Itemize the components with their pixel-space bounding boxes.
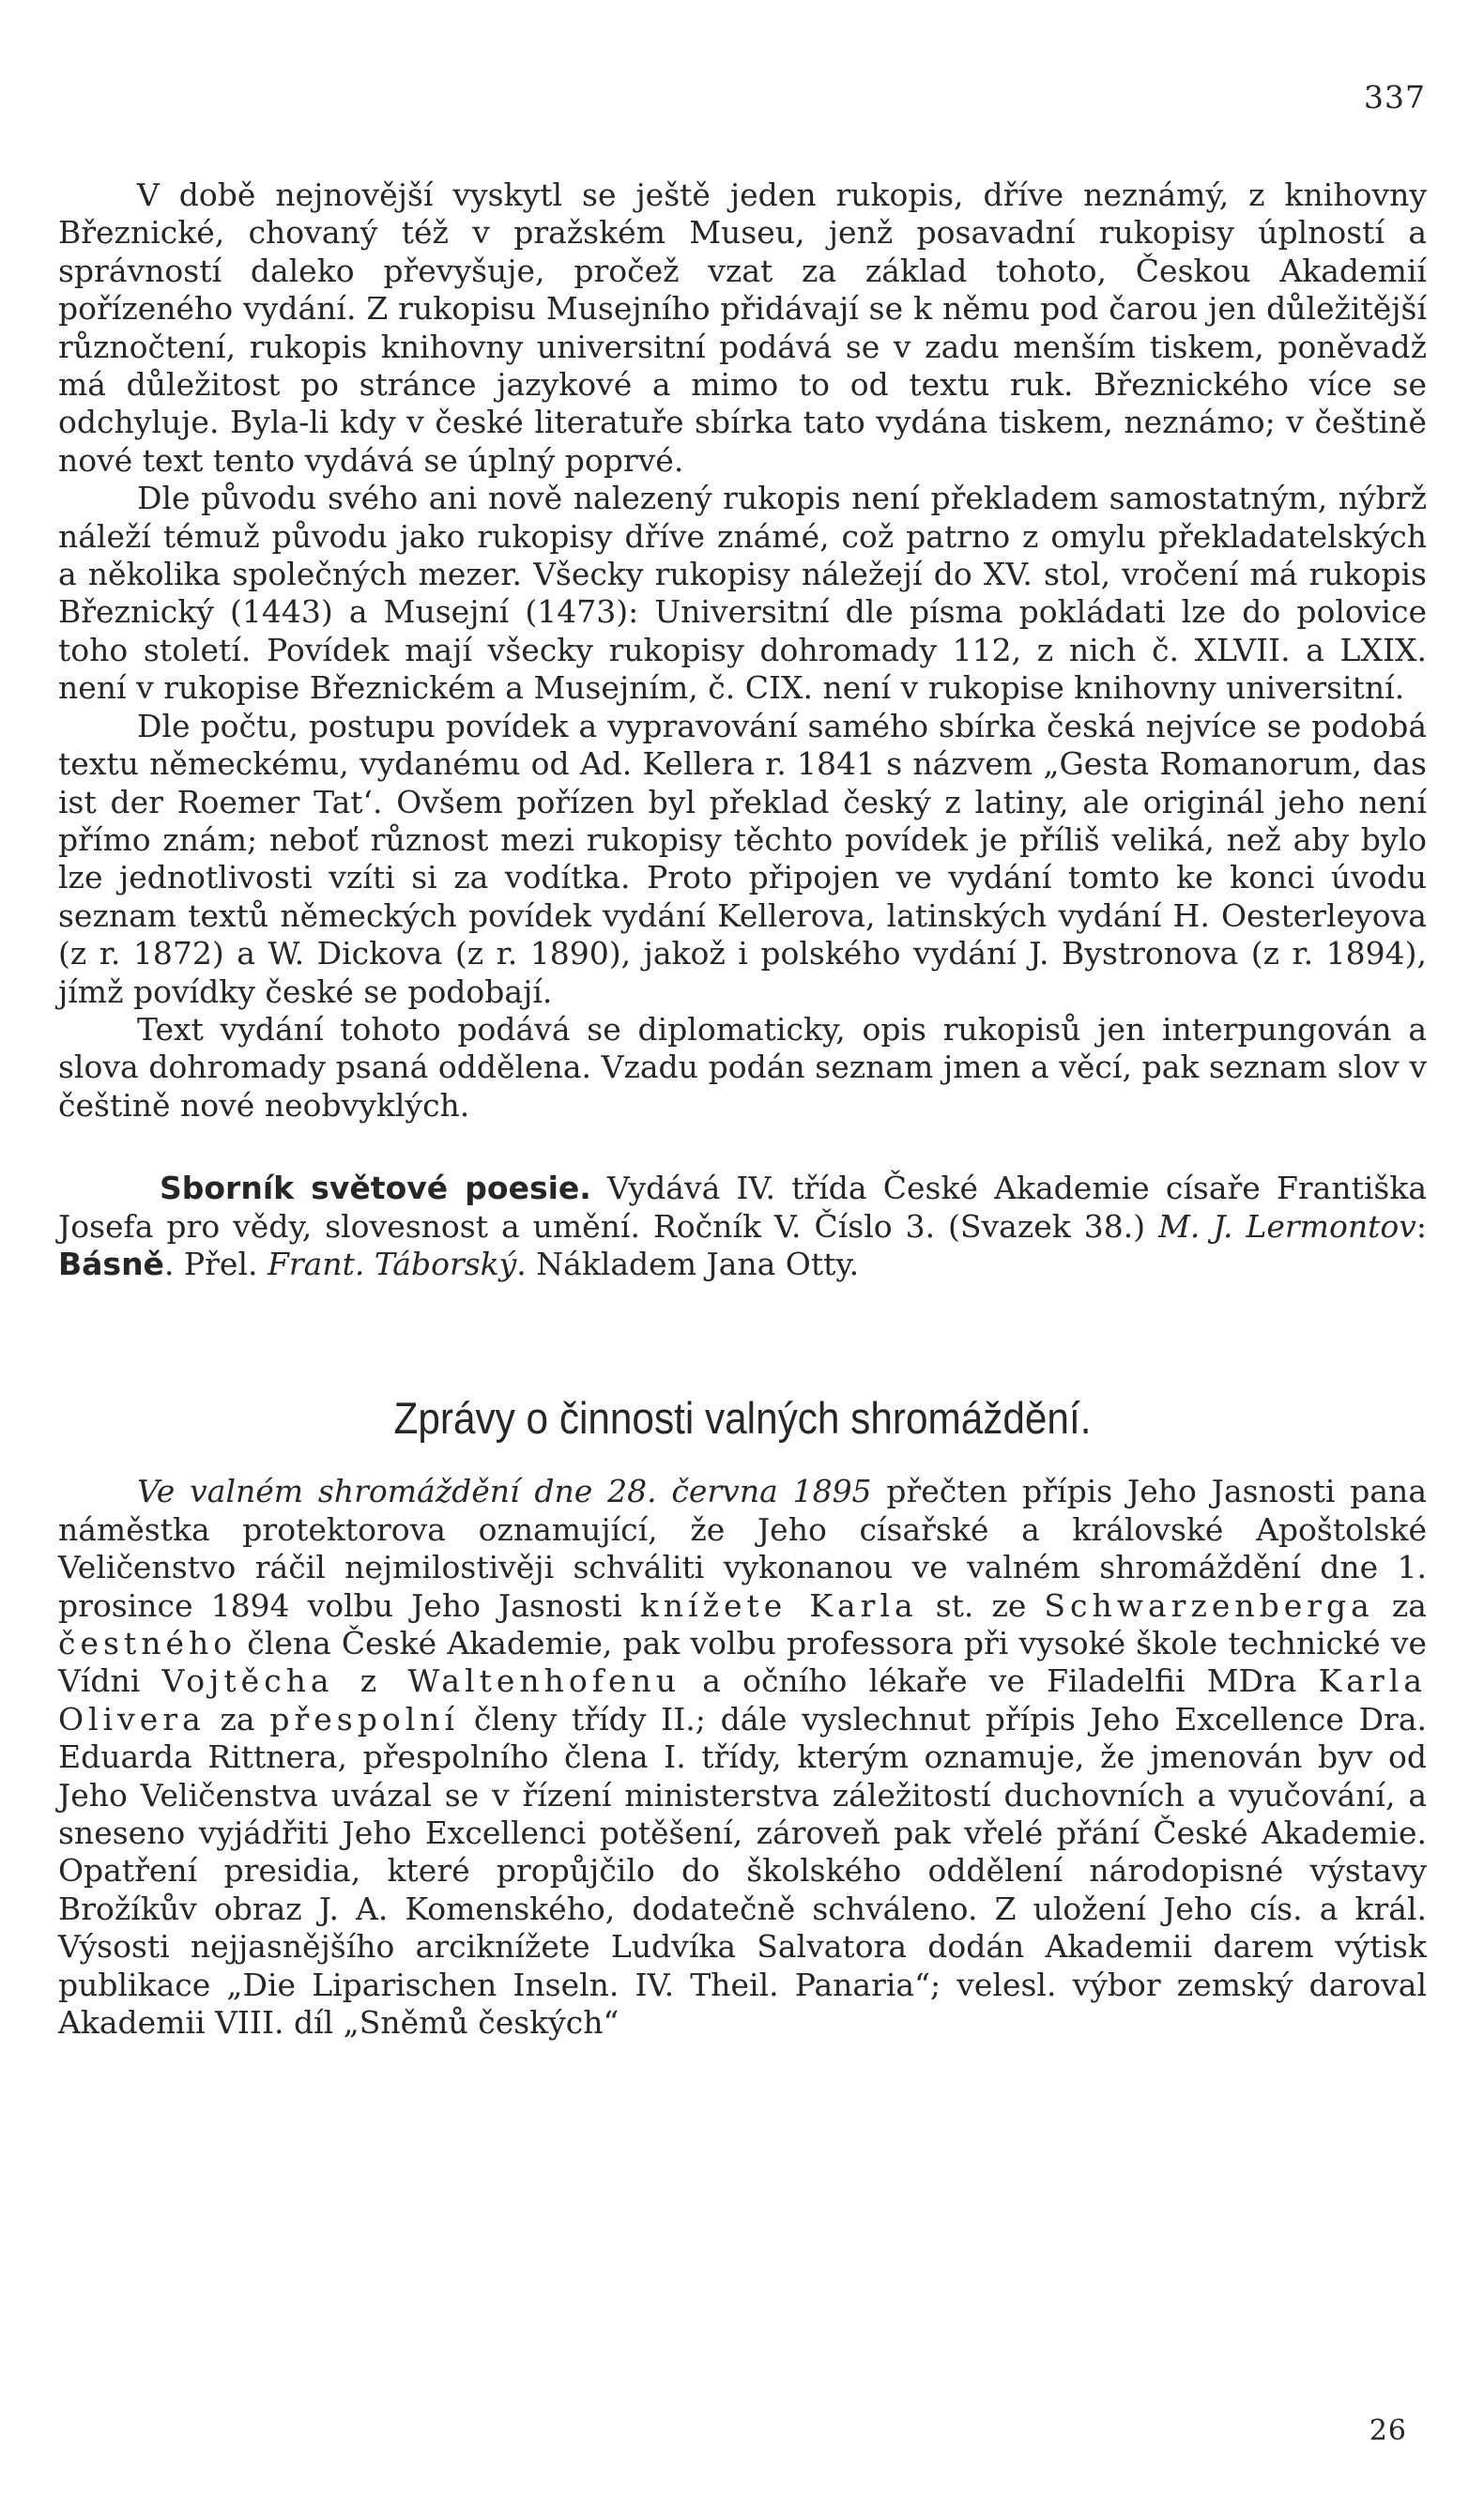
report-text: členy třídy II.; dále vyslechnut přípis Jeho Excellence Dra. Eduarda Rittnera, přespolního člena I. třídy, kterým oznamuje, že jmenován byv od Jeho Veličenstva uvázal se v řízení ministerstva záležitostí duchovních a vyučování, a sneseno vyjádřiti Jeho Excellenci potěšení, zároveň pak vřelé přání České Akademie. Opatření presidia, které propůjčilo do školského oddělení národopisné výstavy Brožíkův obraz J. A. Komenského, dodatečně schváleno. Z uložení Jeho cís. a král. Výsosti nejjasnějšího arciknížete Ludvíka Salvatora dodán Akademii darem výtisk publikace „Die Liparischen Inseln. IV. Theil. Panaria“; velesl. výbor zemský daroval Akademii VIII. díl „Sněmů českých“	[58, 1700, 1428, 2042]
spaced-name: knížete Karla	[639, 1586, 918, 1624]
translator-name: Frant. Táborský	[267, 1245, 517, 1282]
body-paragraph-4: Text vydání tohoto podává se diplomaticky, opis rukopisů jen interpungován a slova dohromady psaná oddělena. Vzadu podán seznam jmen a věcí, pak seznam slov v češtině nové neobvyklých.	[58, 1010, 1427, 1124]
publisher-suffix: . Nákladem Jana Otty.	[516, 1245, 860, 1282]
page-number: 337	[1364, 79, 1426, 115]
publisher-line: Vydává IV. třída České Akademie císaře Františka Josefa pro vědy, slovesnost a umění. Ročník V. Číslo 3. (Svazek 38.)	[58, 1170, 1427, 1245]
work-title: Básně	[58, 1245, 164, 1282]
spaced-name: Karla Olivera	[58, 1662, 1427, 1738]
author-name: M. J. Lermontov	[1158, 1207, 1416, 1245]
report-text: za	[205, 1700, 270, 1738]
body-paragraph-3: Dle počtu, postupu povídek a vypravování samého sbírka česká nejvíce se podobá textu německému, vydanému od Ad. Kellera r. 1841 s názvem „Gesta Romanorum, das ist der Roemer Tat‘. Ovšem pořízen byl překlad český z latiny, ale originál jeho není přímo znám; neboť různost mezi rukopisy těchto povídek je příliš veliká, než aby bylo lze jednotlivosti vzíti si za vodítka. Proto připojen ve vydání tomto ke konci úvodu seznam textů německých povídek vydání Kellerova, latinských vydání H. Oesterleyova (z r. 1872) a W. Dickova (z r. 1890), jakož i polského vydání J. Bystronova (z r. 1894), jímž povídky české se podobají.	[58, 707, 1427, 1010]
body-paragraph-2: Dle původu svého ani nově nalezený rukopis není překladem samostatným, nýbrž náleží témuž původu jako rukopisy dříve známé, což patrno z omylu překladatelských a několika společných mezer. Všecky rukopisy náležejí do XV. stol, vročení má rukopis Březnický (1443) a Musejní (1473): Universitní dle písma pokládati lze do polovice toho století. Povídek mají všecky rukopisy dohromady 112, z nich č. XLVII. a LXIX. není v rukopise Březnickém a Musejním, č. CIX. není v rukopise knihovny universitní.	[58, 480, 1427, 707]
report-text: st. ze	[917, 1586, 1045, 1624]
author-separator: :	[1415, 1207, 1427, 1245]
series-title: Sborník světové poesie.	[160, 1170, 591, 1207]
spaced-term: čestného	[58, 1625, 237, 1661]
translator-prefix: . Přel.	[163, 1245, 268, 1282]
report-text: člena České Akademie, pak volbu professora při vysoké škole technické ve Vídni	[58, 1625, 1427, 1700]
spacer	[58, 1283, 1427, 1392]
spacer	[58, 1445, 1427, 1473]
report-text: za	[1373, 1586, 1427, 1624]
spacer	[58, 1125, 1427, 1170]
signature-mark: 26	[1369, 2414, 1407, 2447]
report-text: a očního lékaře ve Filadelfii MDra	[681, 1662, 1319, 1700]
report-text: přečten přípis Jeho Jasnosti pana náměstka protektorova oznamující, že Jeho císařské a královské Apoštolské Veličenstvo ráčil nejmilostivěji schváliti vykonanou ve valném shromáždění dne 1. prosince 1894 volbu Jeho Jasnosti	[58, 1473, 1427, 1624]
spaced-term: přespolní	[269, 1700, 460, 1738]
section-heading: Zprávy o činnosti valných shromáždění.	[393, 1393, 1092, 1444]
meeting-report	[58, 1473, 1427, 2042]
body-paragraph-1: V době nejnovější vyskytl se ještě jeden rukopis, dříve neznámý, z knihovny Březnické, chovaný též v pražském Museu, jenž posavadní rukopisy úplností a správností daleko převyšuje, pročež vzat za základ tohoto, Českou Akademií pořízeného vydání. Z rukopisu Musejního přidávají se k němu pod čarou jen důležitější různočtení, rukopis knihovny universitní podává se v zadu menším tiskem, poněvadž má důležitost po stránce jazykové a mimo to od textu ruk. Březnického více se odchyluje. Byla-li kdy v české literatuře sbírka tato vydána tiskem, neznámo; v češtině nové text tento vydává se úplný poprvé.	[58, 176, 1427, 479]
meeting-date: Ve valném shromáždění dne 28. června 1895	[137, 1473, 872, 1510]
book-announcement	[58, 1170, 1427, 1283]
spaced-name: Vojtěcha z Waltenhofenu	[161, 1662, 681, 1700]
page-content	[58, 176, 1427, 2042]
spaced-name: Schwarzenberga	[1044, 1586, 1374, 1624]
